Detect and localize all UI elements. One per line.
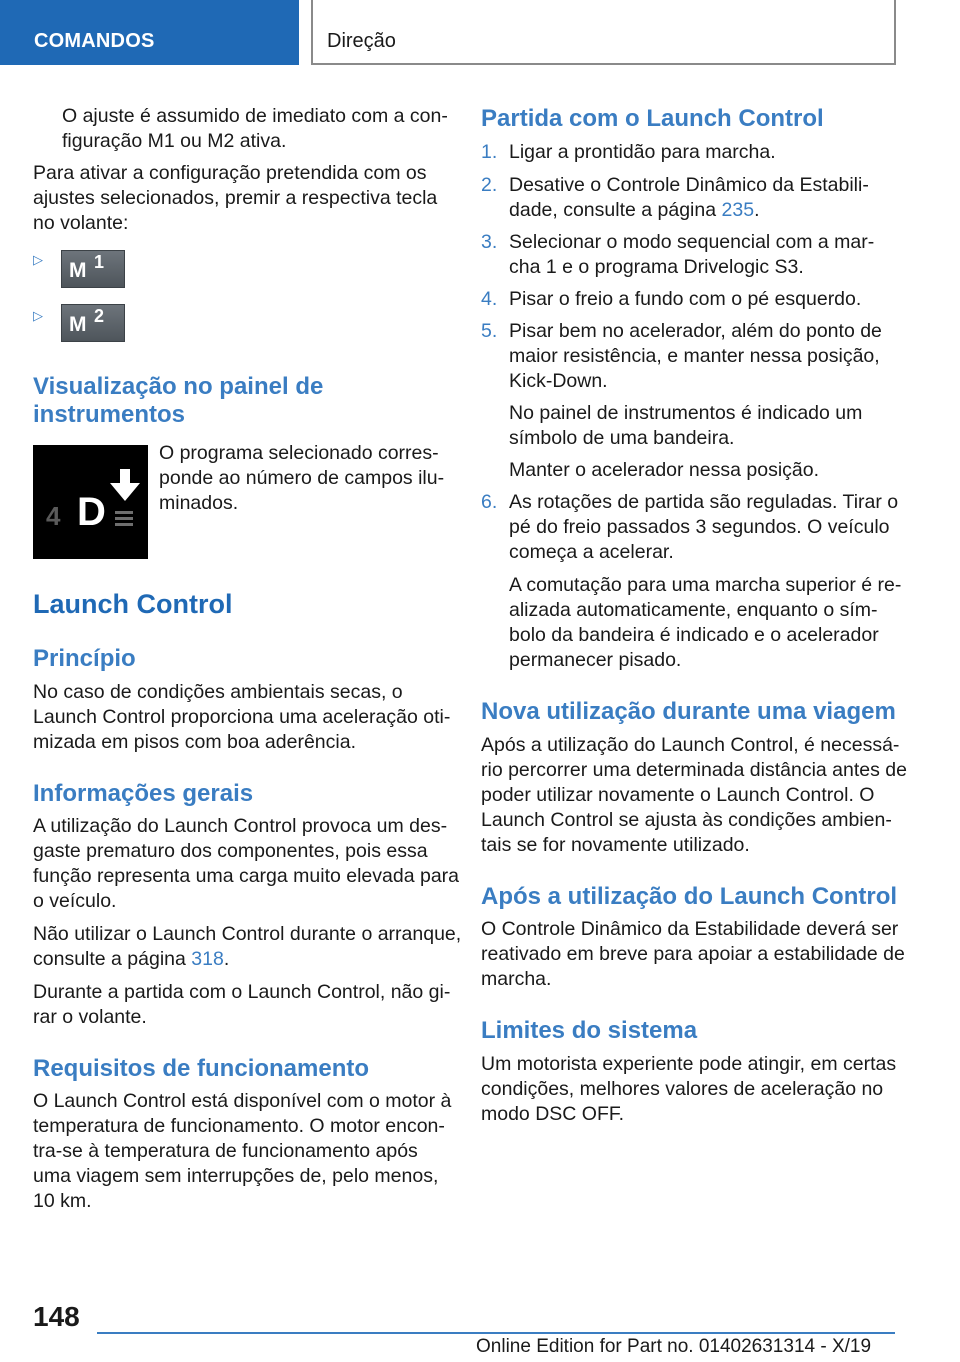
principio-line-1: No caso de condições ambientais secas, o (33, 681, 403, 703)
step-number: 3. (481, 231, 498, 253)
activate-line-1: Para ativar a configuração pretendida com os (33, 162, 427, 184)
step-5-line-1: Pisar bem no acelerador, além do ponto de (509, 320, 882, 342)
section-title: Direção (327, 30, 396, 52)
section-header (311, 0, 896, 65)
period: . (754, 199, 760, 221)
edition-text: Online Edition for Part no. 01402631314 - X/19 (476, 1336, 872, 1357)
bullet-marker: ▷ (33, 252, 43, 267)
principio-line-2: Launch Control proporciona uma aceleração oti‐ (33, 706, 451, 728)
limites-line-3: modo DSC OFF. (481, 1103, 625, 1125)
heading-principio: Princípio (33, 645, 136, 672)
page-link-235[interactable]: 235 (721, 199, 755, 221)
m2-sup: 2 (94, 306, 105, 326)
step-5-note-line-2: símbolo de uma bandeira. (509, 427, 735, 449)
step-3-line-1: Selecionar o modo sequencial com a mar‐ (509, 231, 875, 253)
heading-informacoes: Informações gerais (33, 780, 254, 807)
step-6-note-line-3: bolo da bandeira é indicado e o acelerador (509, 624, 879, 646)
nao-utilizar-text: consulte a página (33, 948, 192, 970)
nao-utilizar-line-1: Não utilizar o Launch Control durante o arranque, (33, 923, 462, 945)
step-number: 6. (481, 491, 498, 513)
apos-line-2: reativado em breve para apoiar a estabilidade de (481, 943, 905, 965)
step-6-note-line-2: alizada automaticamente, enquanto o sím‐ (509, 599, 878, 621)
program-line-2: ponde ao número de campos ilu‐ (159, 467, 445, 489)
step-number: 4. (481, 288, 498, 310)
page-number: 148 (33, 1301, 80, 1332)
heading-launch-control: Launch Control (33, 589, 233, 619)
requisitos-line-2: temperatura de funcionamento. O motor encon‐ (33, 1115, 445, 1137)
intro-line-1: O ajuste é assumido de imediato com a con‐ (62, 105, 448, 127)
step-6-note-line-4: permanecer pisado. (509, 649, 682, 671)
nova-line-3: poder utilizar novamente o Launch Control. O (481, 784, 875, 806)
program-line-3: minados. (159, 492, 239, 514)
intro-line-2: figuração M1 ou M2 ativa. (62, 130, 287, 152)
durante-line-1: Durante a partida com o Launch Control, não gi‐ (33, 981, 451, 1003)
step-number: 1. (481, 141, 498, 163)
step-5-note-2: Manter o acelerador nessa posição. (509, 459, 820, 481)
progress-bars-icon (115, 509, 135, 527)
step-2-line-1: Desative o Controle Dinâmico da Estabili‐ (509, 174, 869, 196)
instrument-cluster-image (33, 445, 148, 559)
info-line-4: o veículo. (33, 890, 117, 912)
m1-button-image (61, 250, 125, 288)
step-number: 5. (481, 320, 498, 342)
heading-apos-utilizacao: Após a utilização do Launch Control (481, 883, 898, 910)
gear-number: 4 (46, 501, 61, 531)
requisitos-line-3: tra-se à temperatura de funcionamento após (33, 1140, 418, 1162)
step-5-line-3: Kick-Down. (509, 370, 608, 392)
step-2-line-2 (509, 198, 759, 223)
apos-line-3: marcha. (481, 968, 552, 990)
footer-divider (97, 1332, 895, 1334)
heading-visualizacao-1: Visualização no painel de (33, 373, 324, 400)
info-line-2: gaste prematuro dos componentes, pois essa (33, 840, 428, 862)
program-line-1: O programa selecionado corres‐ (159, 442, 439, 464)
apos-line-1: O Controle Dinâmico da Estabilidade deverá ser (481, 918, 899, 940)
chapter-tab (0, 0, 299, 65)
step-4-line-1: Pisar o freio a fundo com o pé esquerdo. (509, 288, 862, 310)
info-line-3: função representa uma carga muito elevada para (33, 865, 460, 887)
m2-button-image (61, 304, 125, 342)
nova-line-5: tais se for novamente utilizado. (481, 834, 750, 856)
nova-line-1: Após a utilização do Launch Control, é necessá‐ (481, 734, 900, 756)
step-5-note-line-1: No painel de instrumentos é indicado um (509, 402, 863, 424)
activate-line-3: no volante: (33, 212, 129, 234)
m1-sup: 1 (94, 252, 105, 272)
heading-visualizacao-2: instrumentos (33, 401, 186, 428)
activate-line-2: ajustes selecionados, premir a respectiva tecla (33, 187, 438, 209)
requisitos-line-4: uma viagem sem interrupções de, pelo menos, (33, 1165, 439, 1187)
step-5-line-2: maior resistência, e manter nessa posição, (509, 345, 880, 367)
heading-partida: Partida com o Launch Control (481, 105, 824, 132)
gear-letter: D (77, 490, 106, 534)
step-3-line-2: cha 1 e o programa Drivelogic S3. (509, 256, 804, 278)
requisitos-line-1: O Launch Control está disponível com o motor à (33, 1090, 452, 1112)
step-number: 2. (481, 174, 498, 196)
step-6-line-3: começa a acelerar. (509, 541, 674, 563)
step-6-line-2: pé do freio passados 3 segundos. O veículo (509, 516, 890, 538)
limites-line-2: condições, melhores valores de aceleração no (481, 1078, 884, 1100)
page-link-318[interactable]: 318 (191, 948, 224, 970)
m2-label: M (69, 313, 86, 336)
period: . (223, 948, 230, 970)
heading-nova-utilizacao: Nova utilização durante uma viagem (481, 698, 896, 725)
nova-line-2: rio percorrer uma determinada distância antes de (481, 759, 907, 781)
bullet-marker: ▷ (33, 308, 43, 323)
heading-requisitos: Requisitos de funcionamento (33, 1055, 370, 1082)
durante-line-2: rar o volante. (33, 1006, 147, 1028)
step-6-line-1: As rotações de partida são reguladas. Tirar o (509, 491, 899, 513)
nao-utilizar-line-2 (33, 947, 229, 972)
info-line-1: A utilização do Launch Control provoca um des‐ (33, 815, 448, 837)
limites-line-1: Um motorista experiente pode atingir, em certas (481, 1053, 897, 1075)
downshift-arrow-icon (110, 469, 140, 503)
step-6-note-line-1: A comutação para uma marcha superior é re‐ (509, 574, 902, 596)
chapter-title: COMANDOS (34, 30, 155, 52)
step-1-line-1: Ligar a prontidão para marcha. (509, 141, 776, 163)
requisitos-line-5: 10 km. (33, 1190, 92, 1212)
nova-line-4: Launch Control se ajusta às condições ambien‐ (481, 809, 892, 831)
heading-limites: Limites do sistema (481, 1017, 698, 1044)
step-2-text: dade, consulte a página (509, 199, 722, 221)
principio-line-3: mizada em pisos com boa aderência. (33, 731, 356, 753)
m1-label: M (69, 259, 86, 282)
